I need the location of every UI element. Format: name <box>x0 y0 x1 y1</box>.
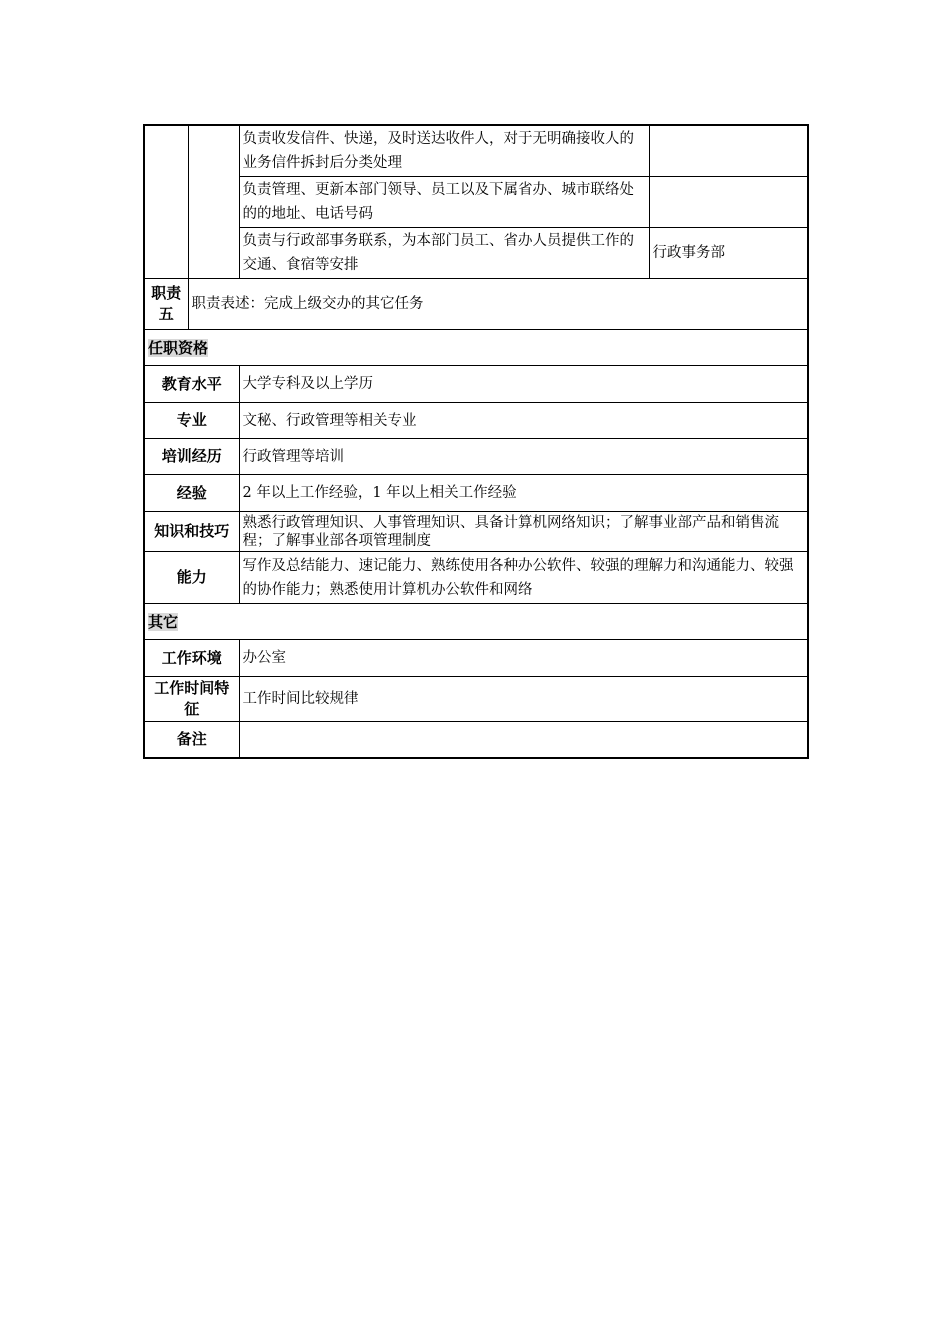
job-description-table <box>143 124 809 759</box>
task-text: 负责管理、更新本部门领导、员工以及下属省办、城市联络处的的地址、电话号码 <box>239 177 649 228</box>
other-label: 备注 <box>144 722 239 758</box>
qualification-value: 文秘、行政管理等相关专业 <box>239 403 808 439</box>
qualification-label: 能力 <box>144 552 239 604</box>
other-row <box>144 722 808 758</box>
task-row <box>144 125 808 177</box>
qualification-value: 行政管理等培训 <box>239 439 808 475</box>
qualification-value: 熟悉行政管理知识、人事管理知识、具备计算机网络知识；了解事业部产品和销售流程；了解事业部各项管理制度 <box>239 512 808 552</box>
task-dept: 行政事务部 <box>649 228 808 279</box>
duty-sub-cell <box>188 125 239 279</box>
qualification-label: 知识和技巧 <box>144 512 239 552</box>
duty-label-cell <box>144 125 188 279</box>
other-value: 工作时间比较规律 <box>239 677 808 722</box>
other-title: 其它 <box>148 612 179 631</box>
qualifications-header-row <box>144 330 808 366</box>
job-description-page <box>143 124 807 759</box>
other-value: 办公室 <box>239 640 808 677</box>
qualification-row <box>144 403 808 439</box>
qualification-value: 写作及总结能力、速记能力、熟练使用各种办公软件、较强的理解力和沟通能力、较强的协作能力；熟悉使用计算机办公软件和网络 <box>239 552 808 604</box>
task-row <box>144 228 808 279</box>
qualification-row <box>144 552 808 604</box>
qualification-label: 专业 <box>144 403 239 439</box>
task-row <box>144 177 808 228</box>
task-text: 负责与行政部事务联系，为本部门员工、省办人员提供工作的交通、食宿等安排 <box>239 228 649 279</box>
qualification-value: 2 年以上工作经验，1 年以上相关工作经验 <box>239 475 808 512</box>
task-text: 负责收发信件、快递，及时送达收件人，对于无明确接收人的业务信件拆封后分类处理 <box>239 125 649 177</box>
other-header-row <box>144 604 808 640</box>
qualification-row <box>144 366 808 403</box>
qualification-label: 经验 <box>144 475 239 512</box>
other-row <box>144 677 808 722</box>
qualifications-title-cell <box>144 330 808 366</box>
qualification-label: 教育水平 <box>144 366 239 403</box>
other-row <box>144 640 808 677</box>
other-label: 工作时间特征 <box>144 677 239 722</box>
qualifications-title: 任职资格 <box>148 338 209 357</box>
qualification-row <box>144 512 808 552</box>
qualification-row <box>144 475 808 512</box>
other-title-cell <box>144 604 808 640</box>
duty-five-row <box>144 279 808 330</box>
duty-five-label: 职责五 <box>144 279 188 330</box>
duty-five-text: 职责表述：完成上级交办的其它任务 <box>188 279 808 330</box>
qualification-row <box>144 439 808 475</box>
other-label: 工作环境 <box>144 640 239 677</box>
other-value <box>239 722 808 758</box>
qualification-value: 大学专科及以上学历 <box>239 366 808 403</box>
task-dept <box>649 177 808 228</box>
qualification-label: 培训经历 <box>144 439 239 475</box>
task-dept <box>649 125 808 177</box>
